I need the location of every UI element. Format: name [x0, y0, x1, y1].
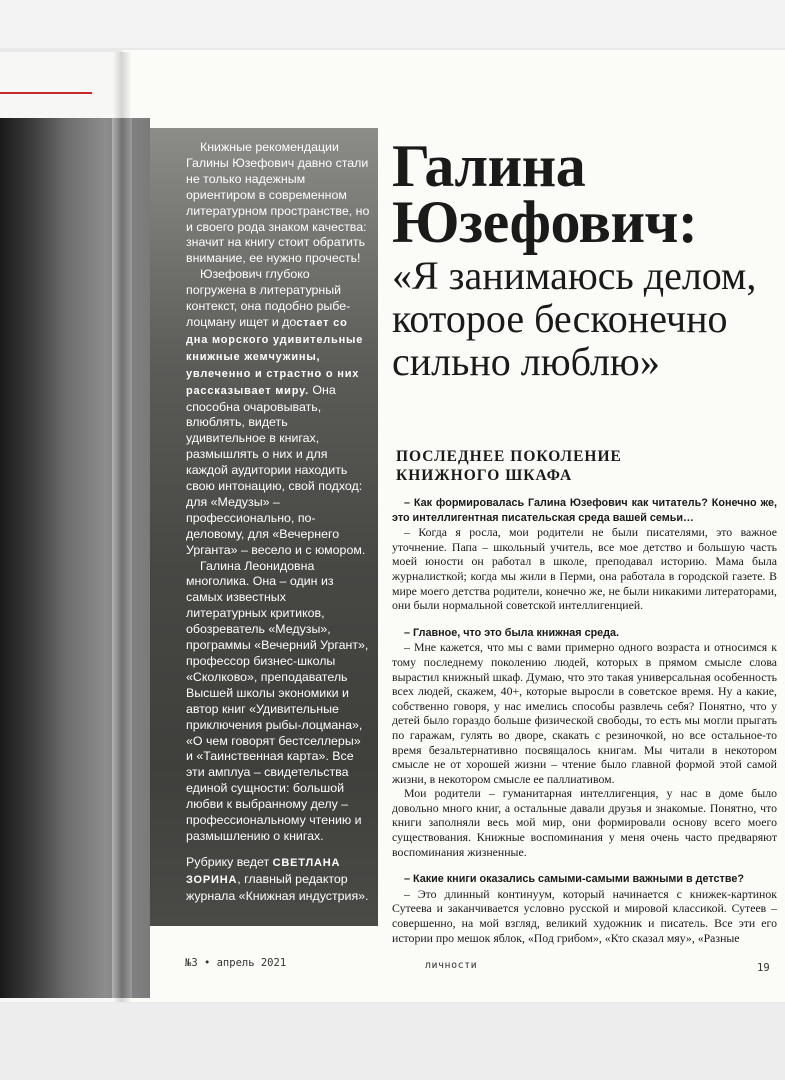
- intro-p2-start: Юзефович глубоко погружена в литературный контекст, она подобно рыбе-лоцману ищет и до: [186, 267, 351, 329]
- intro-paragraph-3: Галина Леонидовна многолика. Она – один из самых известных литературных критиков, обозреватель «Медузы», программы «Вечерний Ургант», профессор бизнес-школы «Сколково», преподаватель Высшей школы экономики и автор книг «Удивительные приключения рыбы-лоцмана», «О чем говорят бестселлеры» и «Таинственная карта». Все эти амплуа – свидетельства единой сущности: большой любви к выбранному делу – профессиональному чтению и размышлению о книгах.: [186, 558, 369, 843]
- intro-paragraph-2: [186, 267, 370, 558]
- page-number: 19: [757, 962, 770, 974]
- question-1: – Как формировалась Галина Юзефович как читатель? Конечно же, это интеллигентная писательская среда вашей семьи…: [392, 497, 777, 524]
- byline: [186, 855, 370, 905]
- answer-4: – Это длинный континуум, который начинается с книжек-картинок Сутеева и заканчивается условно русской и мировой классикой. Сутеев – совершенно, на мой взгляд, великий художник и писатель. Все эти его истории про мешок яблок, «Под грибом», «Кто сказал мяу», «Разные: [392, 886, 777, 945]
- red-rule: [0, 92, 92, 94]
- intro-text: [186, 140, 370, 905]
- answer-1: – Когда я росла, мои родители не были писателями, это важное уточнение. Папа – школьный учитель, все мое детство и большую часть моей юности он работал в школе, преподавал историю. Мама была журналисткой; когда мы жили в Перми, она работала в городской газете. В мире моего детства родители, конечно же, не были никакими литераторами, они были нормальной советской интеллигенцией.: [392, 525, 777, 613]
- intro-p2-end: Она способна очаровывать, влюблять, видеть удивительное в книгах, размышлять о них и для каждой аудитории находить свою интонацию, свой подход: для «Медузы» – профессионально, по-деловому, для «Вечернего Урганта» – весело и с юмором.: [186, 382, 366, 557]
- byline-author: СВЕТЛАНА ЗОРИНА: [186, 856, 341, 886]
- question-3: – Какие книги оказались самыми-самыми важными в детстве?: [404, 873, 744, 886]
- scan-margin-bottom: [0, 1003, 785, 1080]
- section-subhead: ПОСЛЕДНЕЕ ПОКОЛЕНИЕ КНИЖНОГО ШКАФА: [396, 448, 622, 484]
- byline-prefix: Рубрику ведет: [186, 854, 273, 869]
- byline-suffix: , главный редактор журнала «Книжная индустрия».: [186, 871, 369, 903]
- issue-info: №3 • апрель 2021: [185, 957, 287, 969]
- answer-2: – Мне кажется, что мы с вами примерно одного возраста и относимся к тому последнему поколению людей, которых в прямом смысле слова вырастил книжный шкаф. Думаю, что это такая универсальная особенность всех людей, скажем, 40+, которые выросли в советское время. Ну а какие, собственно говоря, у нас имелись способы развлечь себя? Понятно, что у детей было гораздо больше физической свободы, то есть мы могли прыгать по гаражам, гулять во дворе, скакать с резиночкой, но все остальное-то время безальтернативно посвящалось книгам. Мы читали в некотором смысле не от хорошей жизни – чтение было главной формой этой самой жизни, в некотором смысле ее паллиативом.: [392, 640, 777, 786]
- article-quote-headline: «Я занимаюсь делом, которое бесконечно сильно люблю»: [392, 253, 757, 384]
- scan-margin-top: [0, 0, 785, 48]
- page-gutter: [112, 52, 132, 1002]
- section-name: личности: [425, 960, 478, 971]
- question-2: – Главное, что это была книжная среда.: [404, 626, 620, 639]
- answer-3: Мои родители – гуманитарная интеллигенция, у нас в доме было довольно много книг, а остальные давали друзья и знакомые. Понятно, что книги заполняли весь мой мир, они формировали основу всего моего существования. Книжные воспоминания у меня очень часто предваряют воспоминания жизненные.: [392, 786, 777, 859]
- article-body: [392, 496, 777, 945]
- intro-p2-emphasis: стает со дна морского удивительные книжные жемчужины, увлеченно и страстно о них рассказывает миру.: [186, 316, 364, 397]
- intro-paragraph-1: Книжные рекомендации Галины Юзефович давно стали не только надежным ориентиром в современном литературном пространстве, но и своего рода знаком качества: значит на книгу стоит обратить внимание, ее нужно прочесть!: [186, 140, 370, 266]
- article-title: Галина Юзефович:: [392, 133, 698, 255]
